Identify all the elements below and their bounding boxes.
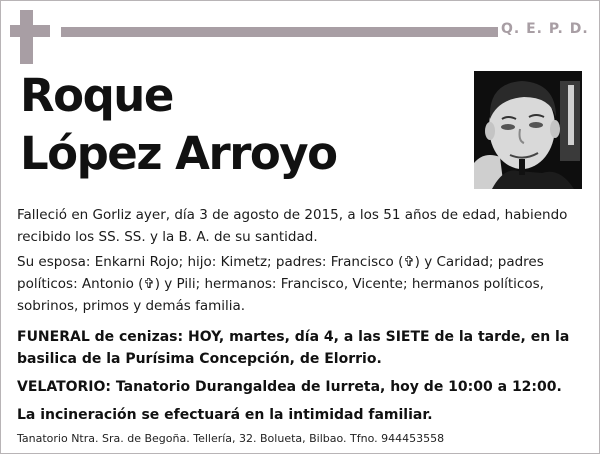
header-divider — [61, 27, 498, 37]
deceased-photo — [474, 71, 582, 189]
deceased-surnames: López Arroyo — [20, 127, 337, 180]
cross-icon — [20, 10, 33, 64]
cross-icon-bar — [10, 25, 50, 37]
family-line: políticos: Antonio (✞) y Pili; hermanos: Francisco, Vicente; hermanos políticos, — [17, 276, 544, 292]
family-list — [17, 251, 589, 317]
wake-line: VELATORIO: Tanatorio Durangaldea de Iurreta, hoy de 10:00 a 12:00. — [17, 379, 562, 395]
wake-info — [17, 376, 589, 398]
announcement-line: recibido los SS. SS. y la B. A. de su santidad. — [17, 229, 318, 245]
deceased-name — [20, 67, 337, 183]
funeral-line: basilica de la Purísima Concepción, de Elorrio. — [17, 351, 382, 367]
family-line: sobrinos, primos y demás familia. — [17, 298, 246, 314]
funeral-home-footer: Tanatorio Ntra. Sra. de Begoña. Tellería, 32. Bolueta, Bilbao. Tfno. 944453558 — [17, 432, 445, 445]
funeral-info — [17, 326, 589, 370]
cremation-info — [17, 404, 589, 426]
family-line: Su esposa: Enkarni Rojo; hijo: Kimetz; padres: Francisco (✞) y Caridad; padres — [17, 254, 544, 270]
qepd-label: Q. E. P. D. — [501, 21, 589, 37]
cremation-line: La incineración se efectuará en la intimidad familiar. — [17, 407, 433, 423]
deceased-first-name: Roque — [20, 69, 173, 122]
funeral-line: FUNERAL de cenizas: HOY, martes, día 4, a las SIETE de la tarde, en la — [17, 329, 570, 345]
death-announcement — [17, 204, 589, 248]
announcement-line: Falleció en Gorliz ayer, día 3 de agosto de 2015, a los 51 años de edad, habiendo — [17, 207, 568, 223]
